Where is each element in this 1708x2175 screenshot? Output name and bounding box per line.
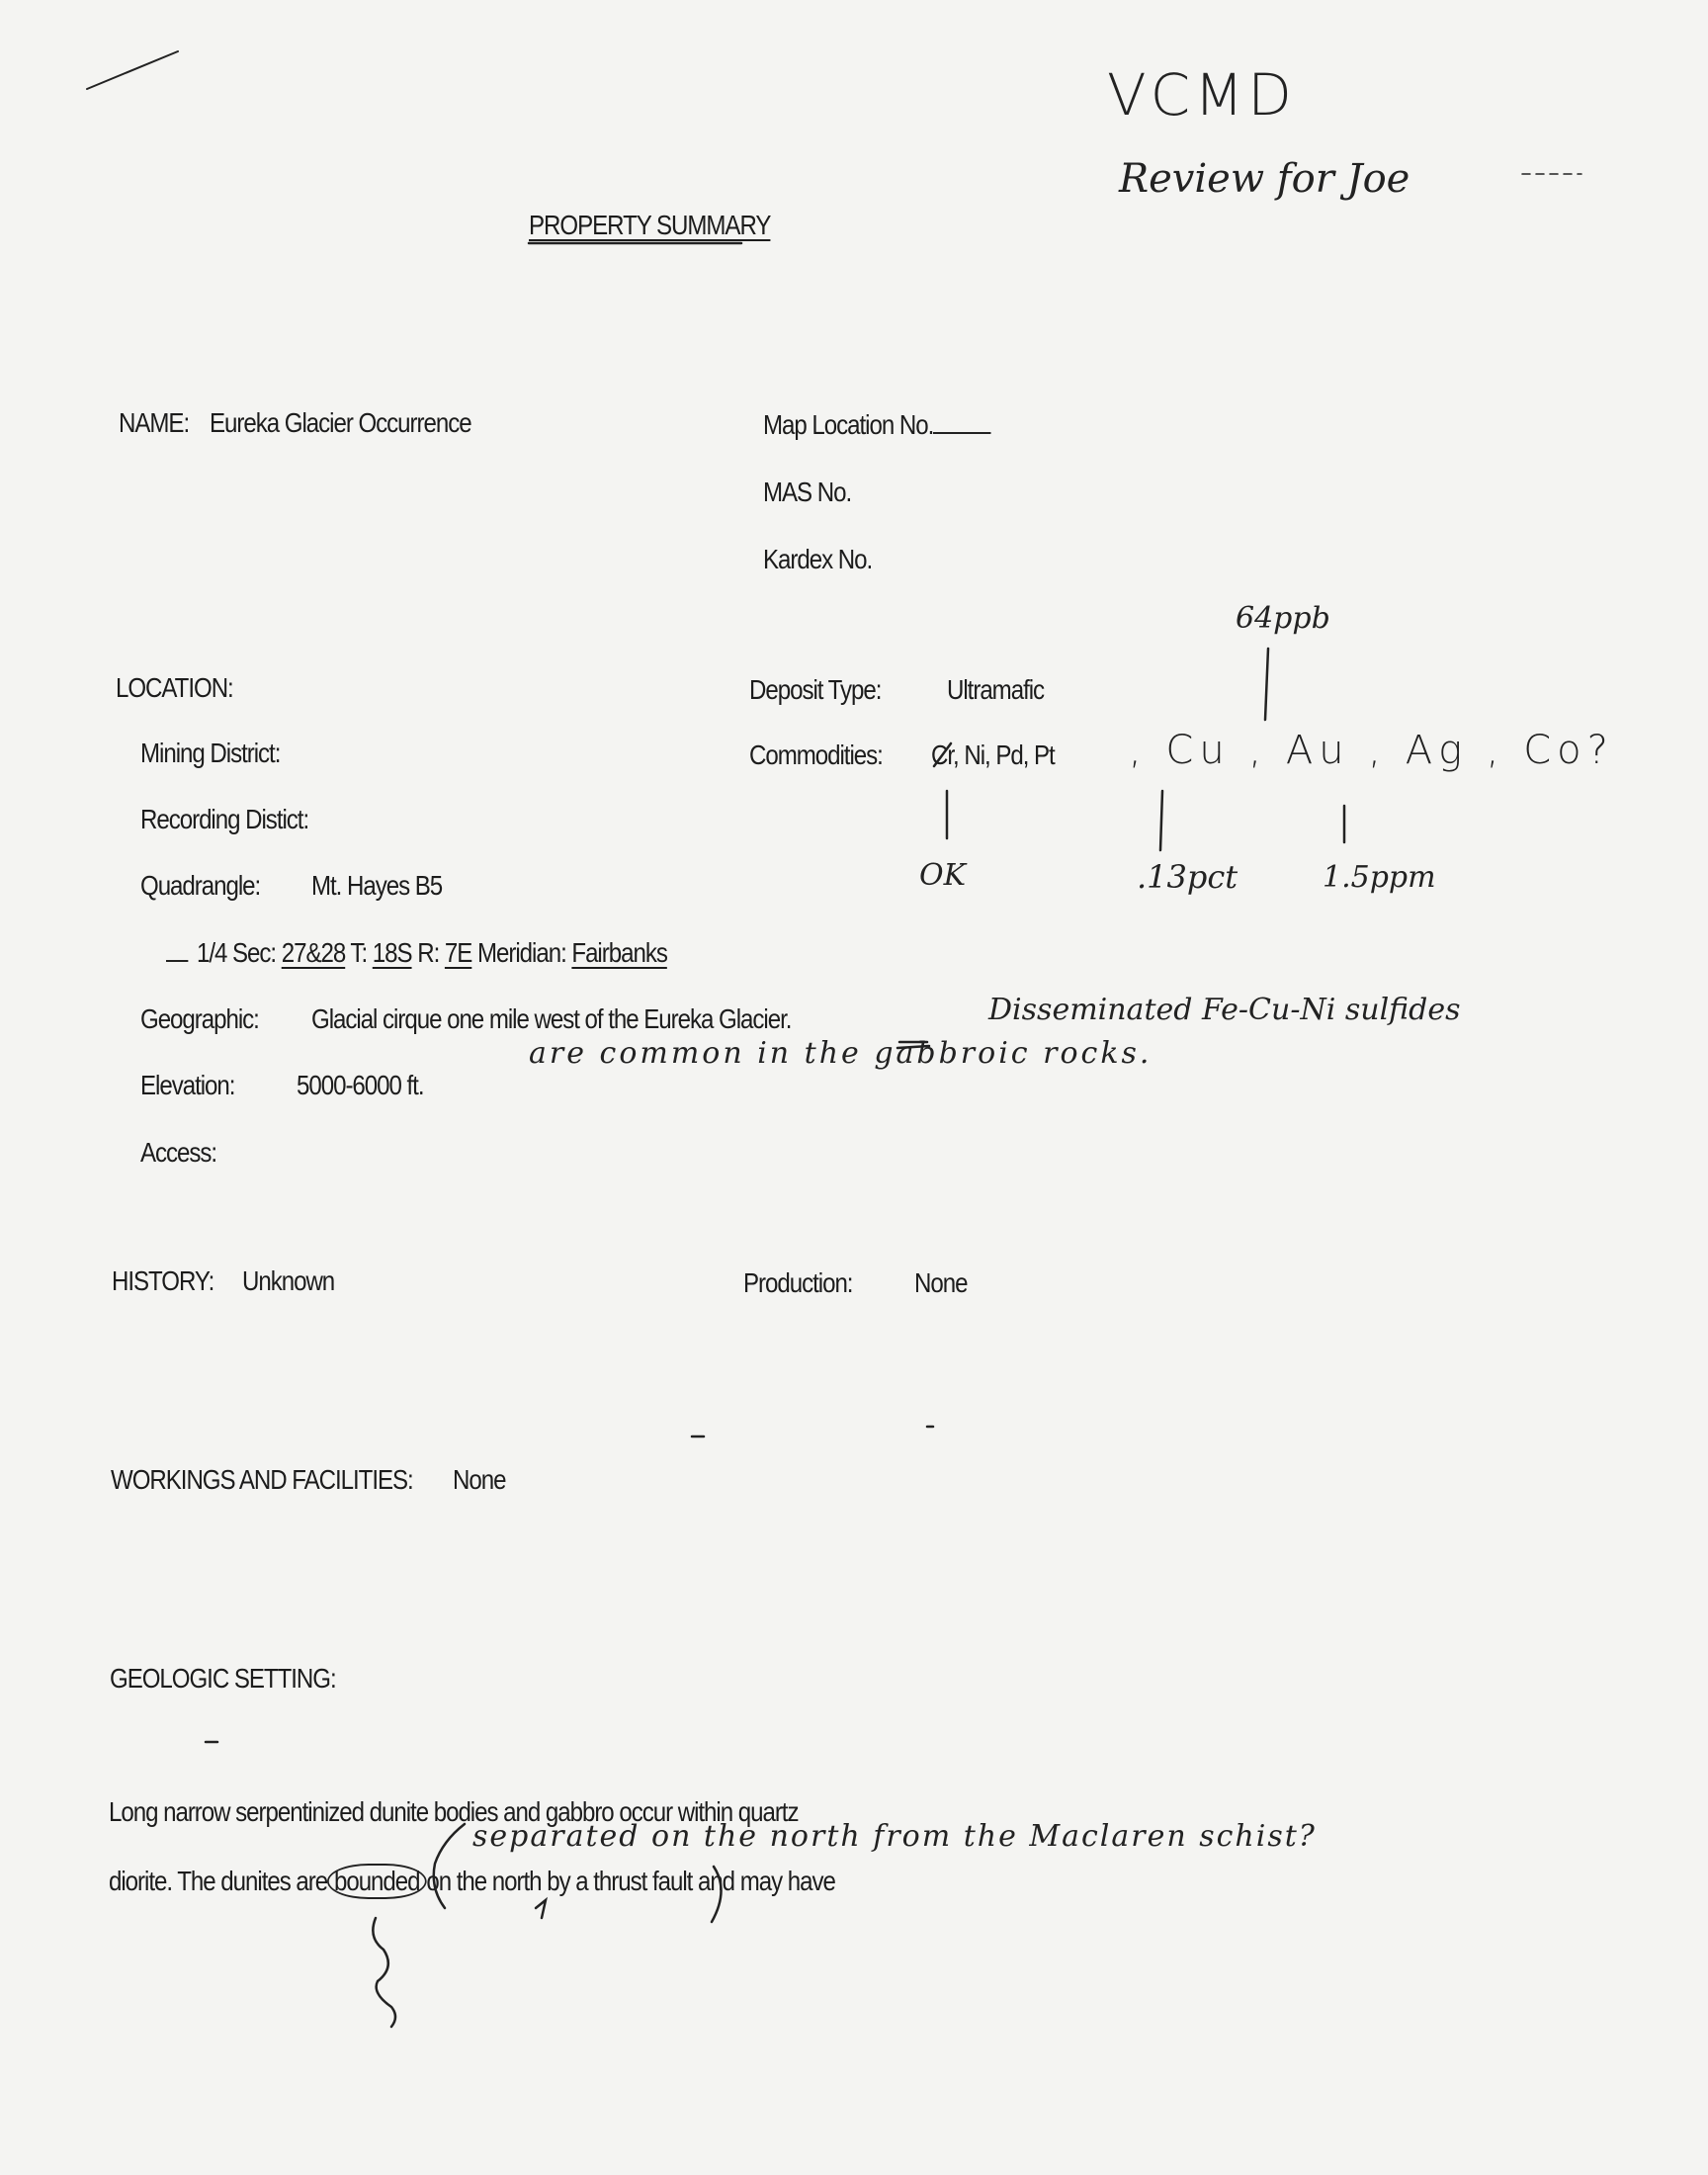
quadrangle-value: Mt. Hayes B5: [311, 870, 443, 901]
handwritten-geographic-note-2: are common in the gabbroic rocks.: [529, 1036, 1153, 1071]
name-value: Eureka Glacier Occurrence: [210, 407, 471, 438]
geologic-line-2-c: on the north: [426, 1866, 542, 1896]
handwritten-header-vcmd: VCMD: [1107, 61, 1296, 129]
location-label: LOCATION:: [116, 672, 233, 703]
page-title: PROPERTY SUMMARY: [529, 210, 771, 240]
commodities-label: Commodities:: [749, 740, 883, 770]
elevation-value: 5000-6000 ft.: [297, 1070, 424, 1100]
note-strike: [897, 1042, 929, 1048]
mas-label: MAS No.: [763, 477, 852, 507]
deposit-type-label: Deposit Type:: [749, 674, 882, 705]
access-label: Access:: [140, 1137, 217, 1168]
map-location-text: Map Location No.: [763, 409, 934, 440]
insert-scribble: [536, 1900, 546, 1918]
deposit-type-value: Ultramafic: [947, 674, 1045, 705]
kardex-label: Kardex No.: [763, 544, 873, 574]
handwritten-commodities-added: , Cu , Au , Ag , Co?: [1129, 728, 1614, 773]
geologic-text-line-1: Long narrow serpentinized dunite bodies and gabbro occur within quartz: [109, 1796, 799, 1827]
handwritten-ag-value: 1.5ppm: [1323, 860, 1436, 895]
geologic-setting-label: GEOLOGIC SETTING:: [110, 1663, 336, 1694]
geographic-label: Geographic:: [140, 1003, 259, 1034]
production-value: None: [914, 1267, 968, 1298]
recording-district-label: Recording Distict:: [140, 804, 309, 834]
sec-value: 27&28: [281, 937, 346, 968]
t-label: T:: [350, 937, 368, 968]
r-value: 7E: [444, 937, 472, 968]
geographic-value: Glacial cirque one mile west of the Eureka Glacier.: [311, 1003, 792, 1034]
handwritten-header-review: Review for Joe: [1119, 156, 1410, 202]
handwritten-geographic-note-1: Disseminated Fe-Cu-Ni sulfides: [988, 993, 1461, 1027]
mining-district-label: Mining District:: [140, 738, 281, 768]
history-value: Unknown: [242, 1265, 335, 1296]
workings-value: None: [453, 1464, 506, 1495]
handwritten-cr-note: OK: [919, 858, 967, 893]
quarter-label: 1/4 Sec:: [196, 937, 277, 968]
handwritten-au-value: 64ppb: [1236, 601, 1330, 636]
au-tick: [1265, 649, 1268, 720]
geologic-line-2-bounded: bounded: [327, 1864, 426, 1899]
elevation-label: Elevation:: [140, 1070, 235, 1100]
margin-squiggle: [373, 1918, 395, 2027]
meridian-label: Meridian:: [476, 937, 566, 968]
geologic-line-2-d: by a thrust fault and may have: [547, 1866, 835, 1896]
corner-mark: [87, 51, 178, 89]
quadrangle-label: Quadrangle:: [140, 870, 261, 901]
t-value: 18S: [372, 937, 412, 968]
history-label: HISTORY:: [112, 1265, 214, 1296]
workings-label: WORKINGS AND FACILITIES:: [111, 1464, 413, 1495]
production-label: Production:: [743, 1267, 853, 1298]
meridian-value: Fairbanks: [571, 937, 667, 968]
name-label: NAME:: [119, 407, 190, 438]
cu-tick: [1160, 791, 1162, 850]
north-paren: [712, 1867, 722, 1922]
r-label: R:: [417, 937, 440, 968]
cr-strike: [934, 743, 951, 766]
commodities-value: Cr, Ni, Pd, Pt: [931, 740, 1055, 770]
handwritten-geologic-insert: separated on the north from the Maclaren schist?: [472, 1819, 1317, 1854]
geologic-line-2-a: diorite. The dunites are: [109, 1866, 328, 1896]
insert-arrow: [434, 1824, 465, 1908]
handwritten-cu-value: .13pct: [1137, 858, 1238, 896]
